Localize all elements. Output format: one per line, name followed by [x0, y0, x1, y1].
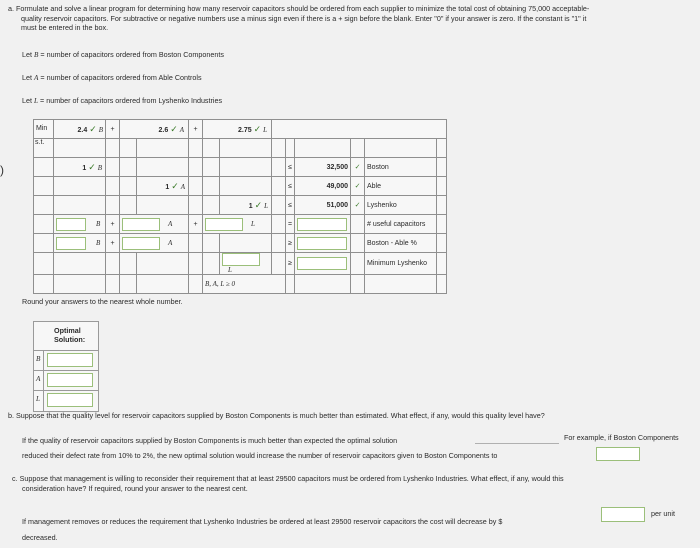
- ge-sign: ≥: [286, 253, 295, 275]
- le-sign: ≤: [286, 196, 295, 215]
- lyshenko-rhs: 51,000: [326, 201, 348, 209]
- plus-sign: +: [106, 234, 120, 253]
- nonneg-row: [34, 275, 447, 294]
- part-c-line2: decreased.: [22, 533, 58, 542]
- part-c-question: c. Suppose that management is willing to reconsider their requirement that at least 29500 capacitors must be ordered from Lyshenko Industries. What effect, if any, would this consideration have? If required, round your answer to the nearest cent.: [12, 474, 564, 493]
- intro-text: a. Formulate and solve a linear program for determining how many reservoir capacitors should be ordered from each supplier to minimize the total cost of obtaining 75,000 acceptable- quality reservoir capacitors. For subtractive or negative numbers use a minus sign even if there is a + sign before the blank. Enter "0" if your answer is zero. If the constant is "1" it must be entered in the box.: [8, 4, 590, 32]
- solution-var-l: L: [36, 395, 40, 403]
- part-b-question: b. Suppose that the quality level for reservoir capacitors supplied by Boston Components is much better than estimated. What effect, if any, would this quality level have?: [8, 411, 545, 420]
- eq-sign: =: [286, 215, 295, 234]
- panel-edge-marker: ): [0, 163, 4, 177]
- check-icon: ✓: [351, 158, 365, 177]
- check-icon: ✓: [351, 196, 365, 215]
- able-desc: Able: [365, 177, 437, 196]
- part-b-line2: reduced their defect rate from 10% to 2%, the new optimal solution would increase the number of reservoir capacitors given to Boston Components to: [22, 451, 498, 460]
- solution-l-input[interactable]: [47, 393, 93, 407]
- useful-a-coef-input[interactable]: [122, 218, 160, 231]
- part-b-line1: If the quality of reservoir capacitors supplied by Boston Components is much better than expected the optimal solution: [22, 436, 398, 445]
- l-constraint-coef: 1: [248, 202, 253, 210]
- solution-var-b: B: [36, 355, 41, 363]
- constraint-boston-able-row: B + A ≥ Boston - Able %: [34, 234, 447, 253]
- minl-rhs-input[interactable]: [297, 257, 347, 270]
- useful-rhs-input[interactable]: [297, 218, 347, 231]
- solution-var-a: A: [36, 375, 41, 383]
- lp-formulation-table: [33, 119, 447, 294]
- lyshenko-desc: Lyshenko: [365, 196, 437, 215]
- constraint-min-lyshenko-row: L ≥ Minimum Lyshenko: [34, 253, 447, 275]
- round-note: Round your answers to the nearest whole number.: [22, 297, 183, 306]
- check-icon: ✓: [171, 180, 179, 191]
- l-var-label: L: [263, 125, 267, 134]
- check-icon: ✓: [254, 199, 263, 210]
- check-icon: ✓: [253, 123, 262, 134]
- min-label: Min: [34, 120, 54, 139]
- constraint-boston-row: 1 ✓ B ≤ 32,500 ✓ Boston: [34, 158, 447, 177]
- ge-sign: ≥: [286, 234, 295, 253]
- a-objective-coef: 2.6: [158, 126, 169, 134]
- constraint-able-row: 1 ✓ A ≤ 49,000 ✓ Able: [34, 177, 447, 196]
- objective-row: [34, 120, 447, 139]
- check-icon: ✓: [88, 161, 96, 172]
- nonneg-constraint: B, A, L ≥ 0: [205, 280, 236, 288]
- plus-sign: +: [189, 120, 203, 139]
- part-c-cost-input[interactable]: [601, 507, 645, 522]
- a-var-label: A: [179, 125, 184, 134]
- boston-rhs: 32,500: [326, 163, 348, 171]
- pct-rhs-input[interactable]: [297, 237, 347, 250]
- definition-a: Let A = number of capacitors ordered from Able Controls: [22, 73, 202, 82]
- check-icon: ✓: [351, 177, 365, 196]
- a-constraint-coef: 1: [165, 183, 170, 191]
- definition-b: Let B = number of capacitors ordered from Boston Components: [22, 50, 224, 59]
- plus-sign: +: [189, 215, 203, 234]
- optimal-solution-panel: [33, 321, 99, 412]
- able-rhs: 49,000: [326, 182, 348, 190]
- part-b-boston-input[interactable]: [596, 447, 640, 461]
- plus-sign: +: [106, 215, 120, 234]
- b-objective-coef: 2.4: [77, 126, 88, 134]
- st-row: [34, 139, 447, 158]
- solution-a-input[interactable]: [47, 373, 93, 387]
- part-b-effect-select[interactable]: [475, 443, 559, 444]
- check-icon: ✓: [170, 123, 178, 134]
- definition-l: Let L = number of capacitors ordered from Lyshenko Industries: [22, 96, 223, 105]
- le-sign: ≤: [286, 158, 295, 177]
- useful-l-coef-input[interactable]: [205, 218, 243, 231]
- part-b-aside: For example, if Boston Components: [564, 433, 679, 442]
- l-objective-coef: 2.75: [238, 126, 252, 134]
- boston-able-desc: Boston - Able %: [365, 234, 437, 253]
- boston-desc: Boston: [365, 158, 437, 177]
- useful-desc: # useful capacitors: [365, 215, 437, 234]
- constraint-useful-row: B + A + L = # useful capacitors: [34, 215, 447, 234]
- constraint-lyshenko-row: 1 ✓ L ≤ 51,000 ✓ Lyshenko: [34, 196, 447, 215]
- part-c-unit: per unit: [651, 509, 675, 518]
- plus-sign: +: [106, 120, 120, 139]
- optimal-solution-header: Optimal Solution:: [54, 326, 86, 344]
- part-c-line1: If management removes or reduces the requirement that Lyshenko Industries be ordered at least 29500 reservoir capacitors the cost will decrease by $: [22, 517, 503, 526]
- pct-b-coef-input[interactable]: [56, 237, 86, 250]
- st-label: s.t.: [34, 139, 54, 158]
- b-var-label: B: [98, 125, 103, 134]
- pct-a-coef-input[interactable]: [122, 237, 160, 250]
- check-icon: ✓: [89, 123, 97, 134]
- solution-b-input[interactable]: [47, 353, 93, 367]
- b-constraint-coef: 1: [82, 164, 87, 172]
- useful-b-coef-input[interactable]: [56, 218, 86, 231]
- le-sign: ≤: [286, 177, 295, 196]
- min-lyshenko-desc: Minimum Lyshenko: [365, 253, 437, 275]
- minl-l-coef-input[interactable]: [222, 253, 260, 266]
